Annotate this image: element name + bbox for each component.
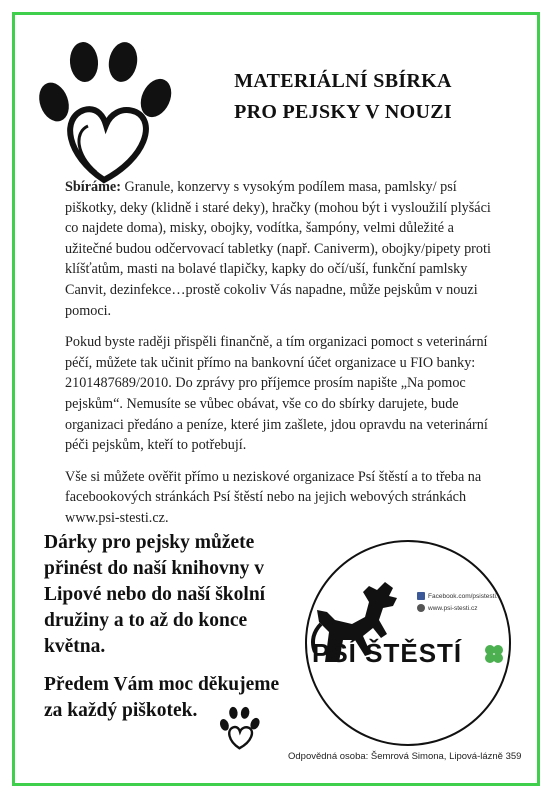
paw-heart-icon: [26, 40, 186, 185]
title-line-2: PRO PEJSKY V NOUZI: [234, 101, 452, 123]
facebook-icon: [417, 592, 425, 600]
web-text: www.psi-stesti.cz: [428, 604, 478, 612]
psi-stesti-logo: [305, 540, 511, 746]
paragraph-finance: Pokud byste raději přispěli finančně, a tím organizaci pomoct s veterinární péčí, můžete tak učinit přímo na bankovní účet organizace u FIO banky: 2101487689/2010. Do zprávy pro příjemce prosím napište „Na pomoc pejskům“. Nemusíte se vůbec obávat, vše co do sbírky darujete, bude organizaci předáno a peníze, které jim zašlete, jdou opravdu na veterinární péči pejskům, kteří to potřebují.: [65, 334, 488, 454]
logo-name: PSÍ ŠTĚSTÍ: [312, 638, 463, 668]
drop-off-text: Dárky pro pejsky můžete přinést do naší knihovny v Lipové nebo do naší školní družiny a to až do konce května.: [44, 532, 266, 657]
paragraph-verify: Vše si můžete ověřit přímo u neziskové organizace Psí štěstí a to třeba na facebookových stránkách Psí štěstí nebo na jejich webových stránkách www.psi-stesti.cz.: [65, 468, 482, 526]
collect-label: Sbíráme:: [65, 179, 121, 195]
clover-icon: [482, 642, 506, 666]
small-paw-heart-icon: [216, 706, 264, 750]
main-text: [65, 177, 495, 540]
page-title: [188, 66, 498, 128]
globe-icon: [417, 604, 425, 612]
responsible-person: Odpovědná osoba: Šemrová Simona, Lipová-lázně 359: [288, 751, 522, 762]
thanks-text: Předem Vám moc děkujeme za každý piškotek.: [44, 674, 280, 721]
collect-text: Granule, konzervy s vysokým podílem masa, pamlsky/ psí piškotky, deky (klidně i staré deky), hračky (mohou být i vysloužilí plyšáci co najdete doma), misky, obojky, vodítka, šampóny, velmi důležité a užitečné budou odčervovací tabletky (např. Caniverm), obojky/pipety proti klíšťatům, masti na bolavé tlapičky, kapky do očí/uší, funkční pamlsky Canvit, dezinfekce…prostě cokoliv Vás napadne, může pejskům v nouzi pomoci.: [65, 179, 491, 319]
paragraph-collect: [65, 177, 495, 321]
facebook-link: [417, 592, 504, 600]
facebook-text: Facebook.com/psistesti.cz: [428, 592, 505, 600]
title-line-1: MATERIÁLNÍ SBÍRKA: [234, 70, 452, 92]
web-link: [417, 604, 477, 612]
